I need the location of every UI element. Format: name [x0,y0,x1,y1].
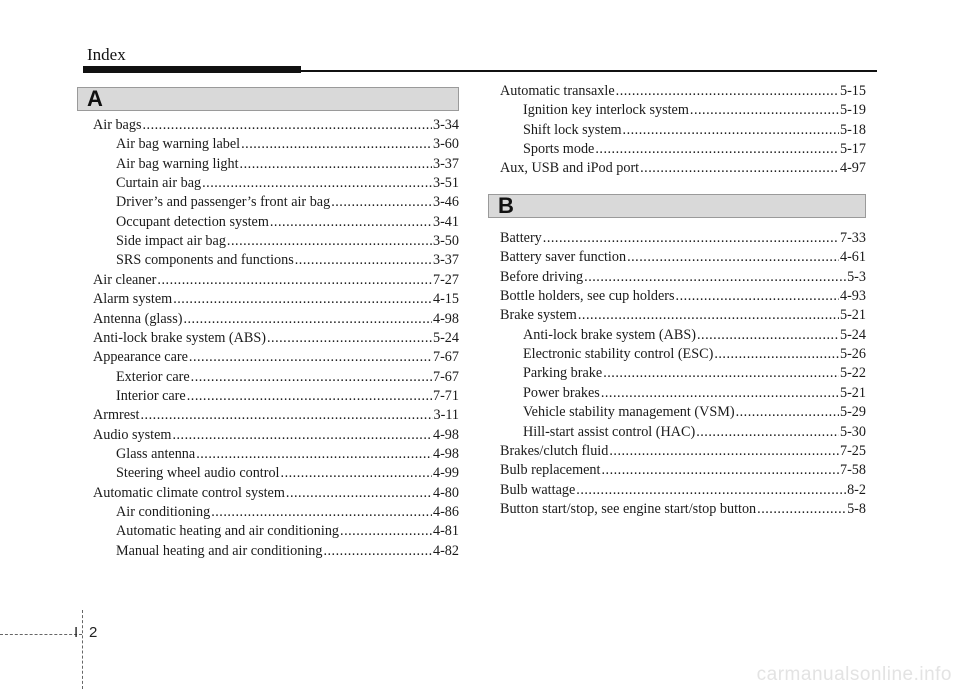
index-entry[interactable] [500,461,866,480]
dot-leader [141,406,433,425]
index-entry-page: 7-67 [432,368,459,385]
index-entry-page: 5-18 [839,121,866,138]
index-entry-label: Bulb replacement [500,462,601,479]
dot-leader [584,268,846,287]
index-entry-label: Hill-start assist control (HAC) [523,423,696,440]
dot-leader [183,310,432,329]
dot-leader [267,329,432,348]
dot-leader [172,426,432,445]
index-entry-label: Battery [500,230,542,246]
index-entry-label: Aux, USB and iPod port [500,160,640,177]
index-entry-page: 7-67 [432,349,459,366]
index-entry-label: Armrest [93,407,140,424]
dot-leader [543,229,839,248]
dot-leader [196,445,432,464]
index-entry-page: 3-60 [432,136,459,153]
dot-leader [640,159,839,178]
index-entry-label: Antenna (glass) [93,310,183,327]
index-entry[interactable] [116,232,459,251]
index-entry-label: SRS components and functions [116,252,294,269]
index-entry[interactable] [93,290,459,309]
index-entry-page: 4-99 [432,465,459,482]
index-entry-page: 7-33 [839,230,866,246]
index-entry[interactable] [500,306,866,325]
index-entry-page: 4-98 [432,426,459,443]
index-entry-page: 3-51 [432,175,459,192]
index-entry[interactable] [116,445,459,464]
index-entry-page: 4-98 [432,310,459,327]
index-entry-page: 3-11 [433,407,459,424]
index-entry-page: 3-46 [432,194,459,211]
index-entry-page: 5-26 [839,346,866,363]
dot-leader [757,500,846,519]
dot-leader [578,306,839,325]
index-entry-label: Curtain air bag [116,175,202,192]
index-entry[interactable] [116,368,459,387]
index-entry-label: Brake system [500,307,577,324]
index-entry-page: 7-58 [839,462,866,479]
dot-leader [696,423,839,442]
dot-leader [627,248,839,267]
index-entry-page: 5-24 [839,326,866,343]
index-entry[interactable] [500,159,866,178]
index-entry-page: 7-71 [432,387,459,404]
index-entry-label: Shift lock system [523,121,622,138]
dot-leader [603,364,839,383]
index-entry-label: Manual heating and air conditioning [116,542,323,559]
index-entry[interactable] [116,464,459,483]
dot-leader [690,101,839,120]
index-entry-page: 5-30 [839,423,866,440]
index-entry-label: Anti-lock brake system (ABS) [93,329,266,346]
index-entry-label: Glass antenna [116,445,196,462]
index-entry-label: Air cleaner [93,271,157,288]
index-entry-label: Ignition key interlock system [523,102,689,119]
dot-leader [295,251,432,270]
index-entry-label: Sports mode [523,141,595,158]
index-entry-label: Occupant detection system [116,213,269,230]
index-entry-label: Before driving [500,268,584,285]
dot-leader [616,82,839,101]
index-entry-page: 3-37 [432,155,459,172]
dot-leader [173,290,432,309]
dot-leader [601,384,839,403]
index-entry-page: 5-22 [839,365,866,382]
index-entry-label: Driver’s and passenger’s front air bag [116,194,331,211]
index-entry-page: 4-80 [432,484,459,501]
index-entry-label: Alarm system [93,291,173,308]
dot-leader [202,174,432,193]
dot-leader [697,326,839,345]
dot-leader [323,542,432,561]
index-entry[interactable] [500,229,866,248]
dot-leader [142,116,432,135]
index-entry[interactable] [93,348,459,367]
index-entry-label: Automatic climate control system [93,484,285,501]
dot-leader [270,213,432,232]
index-entry-label: Brakes/clutch fluid [500,442,609,459]
index-entry-label: Battery saver function [500,249,627,266]
dot-leader [623,121,839,140]
index-entry-page: 4-98 [432,445,459,462]
index-entry-label: Electronic stability control (ESC) [523,346,714,363]
index-entry[interactable] [116,503,459,522]
footer-section-label: I [74,624,79,641]
index-entry[interactable] [116,251,459,270]
index-entry[interactable] [116,522,459,541]
index-entry-label: Button start/stop, see engine start/stop button [500,500,757,517]
index-entry[interactable] [93,116,459,135]
index-entry[interactable] [93,329,459,348]
index-entry-label: Air bag warning light [116,155,239,172]
dot-leader [187,387,432,406]
index-entry-label: Interior care [116,387,186,404]
index-entry-page: 5-17 [839,141,866,158]
index-entry-label: Parking brake [523,365,603,382]
dot-leader [157,271,432,290]
index-entry[interactable] [116,387,459,406]
dot-leader [595,140,839,159]
index-entry-label: Air bag warning label [116,136,241,153]
index-entry-label: Anti-lock brake system (ABS) [523,326,696,343]
index-entry-label: Bottle holders, see cup holders [500,288,675,305]
footer-vertical-rule [82,610,83,689]
index-entry[interactable] [93,426,459,445]
index-entry-page: 7-27 [432,271,459,288]
index-entry-page: 5-19 [839,102,866,119]
dot-leader [676,287,839,306]
footer-horizontal-rule [0,634,82,635]
index-entry[interactable] [500,442,866,461]
index-entry-label: Appearance care [93,349,188,366]
dot-leader [714,345,839,364]
dot-leader [601,461,839,480]
index-entry-label: Exterior care [116,368,190,385]
footer-page-number: 2 [89,624,98,641]
index-entry-page: 4-93 [839,288,866,305]
index-entry-page: 5-3 [847,268,866,285]
dot-leader [286,484,432,503]
section-header-b [488,194,866,218]
index-entry-label: Steering wheel audio control [116,465,280,482]
index-entry-page: 8-2 [847,481,866,498]
index-entry-label: Audio system [93,426,172,443]
index-entry-label: Bulb wattage [500,481,576,498]
index-entry-label: Automatic heating and air conditioning [116,523,340,540]
index-entry[interactable] [523,140,866,159]
index-entry-page: 4-82 [432,542,459,559]
index-entry-label: Power brakes [523,384,600,401]
index-entry[interactable] [116,135,459,154]
index-entry-page: 5-24 [432,329,459,346]
dot-leader [189,348,432,367]
dot-leader [281,464,432,483]
dot-leader [576,481,846,500]
index-entry[interactable] [93,484,459,503]
index-entry-page: 3-34 [432,117,459,133]
index-entry[interactable] [500,287,866,306]
index-entry[interactable] [500,500,866,519]
index-entry[interactable] [93,406,459,425]
index-entry-label: Vehicle stability management (VSM) [523,404,735,421]
index-entry[interactable] [500,481,866,500]
index-entry-page: 5-8 [847,500,866,517]
index-entry-label: Automatic transaxle [500,83,615,99]
index-entry[interactable] [523,345,866,364]
dot-leader [211,503,432,522]
dot-leader [227,232,432,251]
index-entry-page: 4-86 [432,504,459,520]
index-entry[interactable] [523,403,866,422]
index-entry-page: 4-97 [839,160,866,177]
index-entry[interactable] [116,193,459,212]
index-entry-page: 5-21 [839,307,866,324]
index-entry[interactable] [523,364,866,383]
index-entry[interactable] [93,271,459,290]
index-entry[interactable] [500,248,866,267]
dot-leader [340,522,432,541]
index-entry[interactable] [116,155,459,174]
index-entry-page: 3-50 [432,233,459,250]
index-entry-page: 3-37 [432,252,459,269]
index-entry-page: 5-21 [839,384,866,401]
index-entry-page: 4-61 [839,249,866,266]
index-entry[interactable] [500,82,866,101]
index-entry[interactable] [523,423,866,442]
section-letter: A [87,86,103,111]
dot-leader [191,368,432,387]
index-entry-page: 4-15 [432,291,459,308]
index-entry[interactable] [523,121,866,140]
index-entry[interactable] [523,101,866,120]
index-entry[interactable] [523,326,866,345]
index-entry-label: Side impact air bag [116,233,226,250]
index-entry-label: Air bags [93,117,142,133]
index-entry-page: 4-81 [432,523,459,540]
dot-leader [331,193,432,212]
section-header-a [77,87,459,111]
index-entry-page: 7-25 [839,442,866,459]
index-entry[interactable] [116,542,459,561]
index-entry[interactable] [523,384,866,403]
index-entry-page: 5-15 [839,83,866,99]
index-entry[interactable] [116,213,459,232]
dot-leader [240,155,432,174]
index-entry-page: 5-29 [839,404,866,421]
index-entry-page: 3-41 [432,213,459,230]
index-entry[interactable] [116,174,459,193]
dot-leader [241,135,432,154]
index-entry[interactable] [93,310,459,329]
dot-leader [736,403,839,422]
watermark: carmanualsonline.info [756,664,952,685]
dot-leader [609,442,839,461]
header-rule-thick [83,66,301,73]
index-entry-label: Air conditioning [116,504,211,520]
section-letter: B [498,193,514,218]
page-title: Index [87,45,126,64]
index-entry[interactable] [500,268,866,287]
header-rule-thin [301,70,877,72]
